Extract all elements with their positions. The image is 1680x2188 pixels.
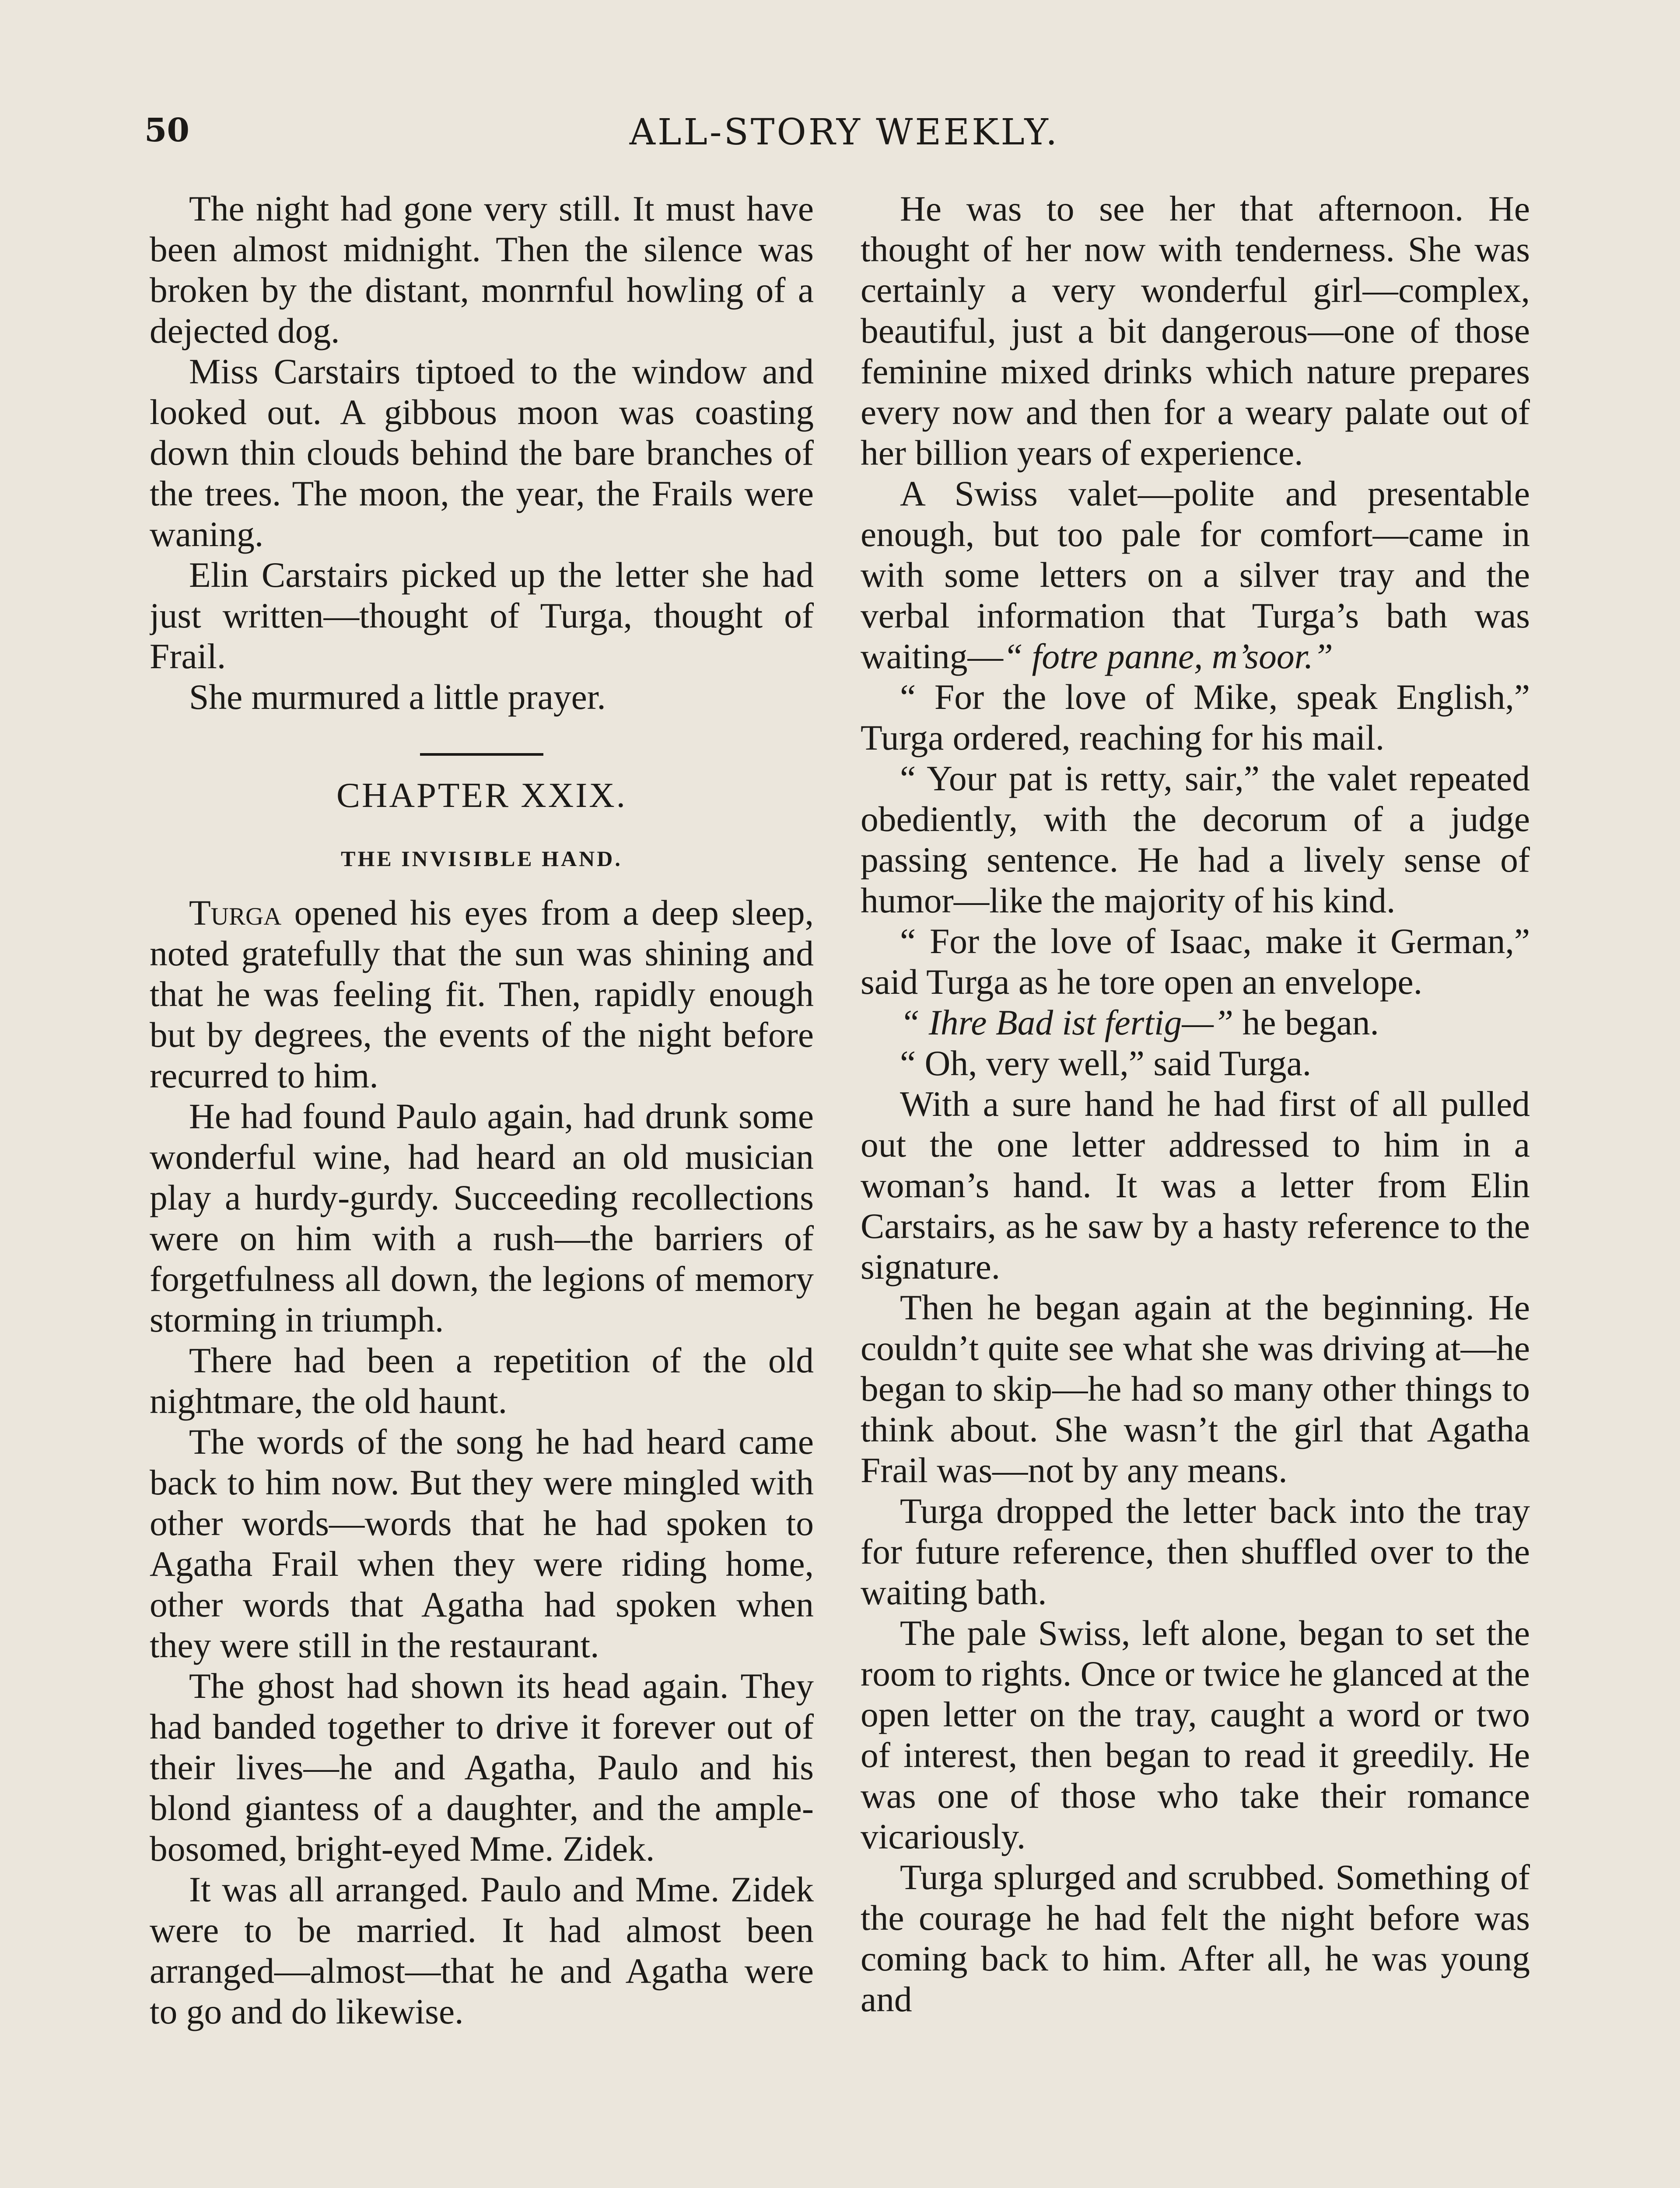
paragraph: Elin Carstairs picked up the letter she had just written—thought of Turga, thought of Frail.: [150, 555, 814, 676]
paragraph: Turga splurged and scrubbed. Something of the courage he had felt the night before was coming back to him. After all, he was young and: [861, 1857, 1530, 2019]
paragraph-text: A Swiss valet—polite and presentable enough, but too pale for comfort—came in with some letters on a silver tray and the verbal information that Turga’s bath was waiting—: [861, 473, 1530, 676]
valet-speech: “ fotre panne, m’soor.”: [1003, 636, 1333, 676]
valet-paragraph: [861, 473, 1530, 677]
paragraph: Turga dropped the letter back into the tray for future reference, then shuffled over to the waiting bath.: [861, 1491, 1530, 1612]
paragraph: The night had gone very still. It must have been almost midnight. Then the silence was broken by the distant, monrnful howling of a dejected dog.: [150, 189, 814, 351]
chapter-subtitle: [150, 838, 814, 879]
page-header: [144, 112, 1544, 160]
page-number: 50: [144, 112, 189, 149]
lead-word: Turga: [189, 893, 282, 933]
paragraph: The pale Swiss, left alone, began to set the room to rights. Once or twice he glanced at the open letter on the tray, caught a word or two of interest, then began to read it greedily. He was one of those who take their romance vicariously.: [861, 1613, 1530, 1856]
paragraph: With a sure hand he had first of all pulled out the one letter addressed to him in a woman’s hand. It was a letter from Elin Carstairs, as he saw by a hasty reference to the signature.: [861, 1084, 1530, 1287]
paragraph: “ Oh, very well,” said Turga.: [900, 1043, 1312, 1083]
paragraph: He had found Paulo again, had drunk some wonderful wine, had heard an old musician play a hurdy-gurdy. Succeeding recollections were on him with a rush—the barriers of forgetfulness all down, the legions of memory storming in triumph.: [150, 1096, 814, 1339]
chapter-opening-paragraph: [150, 892, 814, 1096]
paragraph: Miss Carstairs tiptoed to the window and looked out. A gibbous moon was coasting down thin clouds behind the bare branches of the trees. The moon, the year, the Frails were waning.: [150, 351, 814, 554]
chapter-title: CHAPTER XXIX.: [336, 775, 627, 815]
paragraph: The words of the song he had heard came back to him now. But they were mingled with other words—words that he had spoken to Agatha Frail when they were riding home, other words that Agatha had spoken when they were still in the restaurant.: [150, 1422, 814, 1665]
paragraph: He was to see her that afternoon. He thought of her now with tenderness. She was certainly a very wonderful girl—complex, beautiful, just a bit dangerous—one of those feminine mixed drinks which nature prepares every now and then for a weary palate out of her billion years of experience.: [861, 189, 1530, 473]
paragraph: “ Your pat is retty, sair,” the valet repeated obediently, with the decorum of a judge passing sentence. He had a lively sense of humor—like the majority of his kind.: [861, 758, 1530, 920]
german-paragraph: [861, 1002, 1530, 1043]
paragraph: She murmured a little prayer.: [189, 677, 606, 717]
paragraph: It was all arranged. Paulo and Mme. Zidek were to be married. It had almost been arranged—almost—that he and Agatha were to go and do likewise.: [150, 1869, 814, 2031]
paragraph: There had been a repetition of the old nightmare, the old haunt.: [150, 1340, 814, 1421]
paragraph: Then he began again at the beginning. He couldn’t quite see what she was driving at—he began to skip—he had so many other things to think about. She wasn’t the girl that Agatha Frail was—not by any means.: [861, 1287, 1530, 1490]
running-head: ALL-STORY WEEKLY.: [629, 112, 1060, 153]
section-divider: [420, 753, 543, 756]
paragraph-text: opened his eyes from a deep sleep, noted gratefully that the sun was shining and that he was feeling fit. Then, rapidly enough but by degrees, the events of the night before recurred to him.: [150, 893, 814, 1095]
german-speech: “ Ihre Bad ist fertig—”: [900, 1003, 1234, 1042]
paragraph-text: he began.: [1233, 1003, 1379, 1042]
paragraph: The ghost had shown its head again. They had banded together to drive it forever out of their lives—he and Agatha, Paulo and his blond giantess of a daughter, and the ample-bosomed, bright-eyed Mme. Zidek.: [150, 1666, 814, 1869]
chapter-subtitle-text: THE INVISIBLE HAND.: [341, 846, 623, 871]
paragraph: “ For the love of Isaac, make it German,” said Turga as he tore open an envelope.: [861, 921, 1530, 1002]
paragraph: “ For the love of Mike, speak English,” Turga ordered, reaching for his mail.: [861, 677, 1530, 757]
left-column: [150, 188, 814, 2188]
right-column: [861, 188, 1530, 2188]
